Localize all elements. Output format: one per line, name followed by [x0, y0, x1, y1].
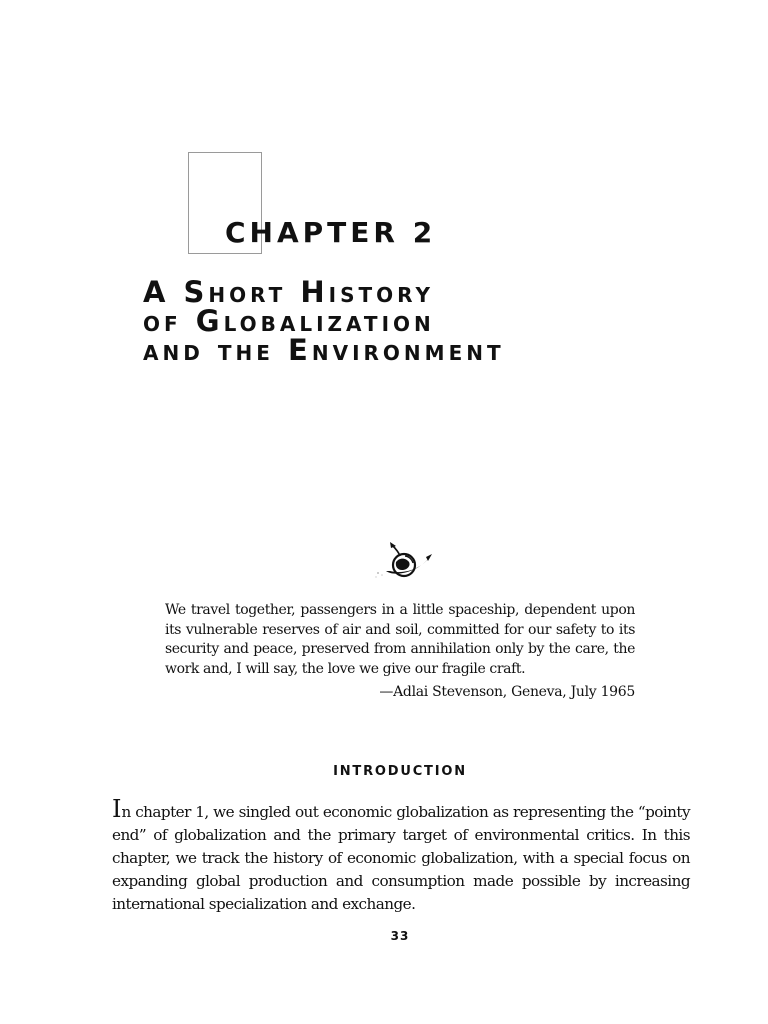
epigraph	[165, 601, 635, 703]
chapter-title	[143, 275, 505, 367]
epigraph-quote: We travel together, passengers in a little spaceship, dependent upon its vulnerable reserves of air and soil, committed for our safety to its security and peace, preserved from annihilation only by the care, the work and, I will say, the love we give our fragile craft.	[165, 602, 635, 677]
dropcap-letter: I	[112, 795, 122, 823]
epigraph-attribution: —Adlai Stevenson, Geneva, July 1965	[379, 684, 635, 700]
section-heading-introduction: INTRODUCTION	[333, 764, 467, 779]
chapter-title-line-3: and the Environment	[143, 333, 505, 367]
body-paragraph-text: n chapter 1, we singled out economic globalization as representing the “pointy end” of globalization and the primary target of environmental critics. In this chapter, we track the history of economic globalization, with a special focus on expanding global production and consumption made possible by increasing international specialization and exchange.	[112, 803, 690, 913]
page-number: 33	[390, 929, 410, 943]
chapter-title-line-1: A Short History	[143, 275, 434, 309]
chapter-number-heading: CHAPTER 2	[225, 216, 437, 249]
body-paragraph	[112, 795, 690, 916]
chapter-title-line-2: of Globalization	[143, 304, 435, 338]
globe-orbit-icon	[372, 537, 434, 585]
